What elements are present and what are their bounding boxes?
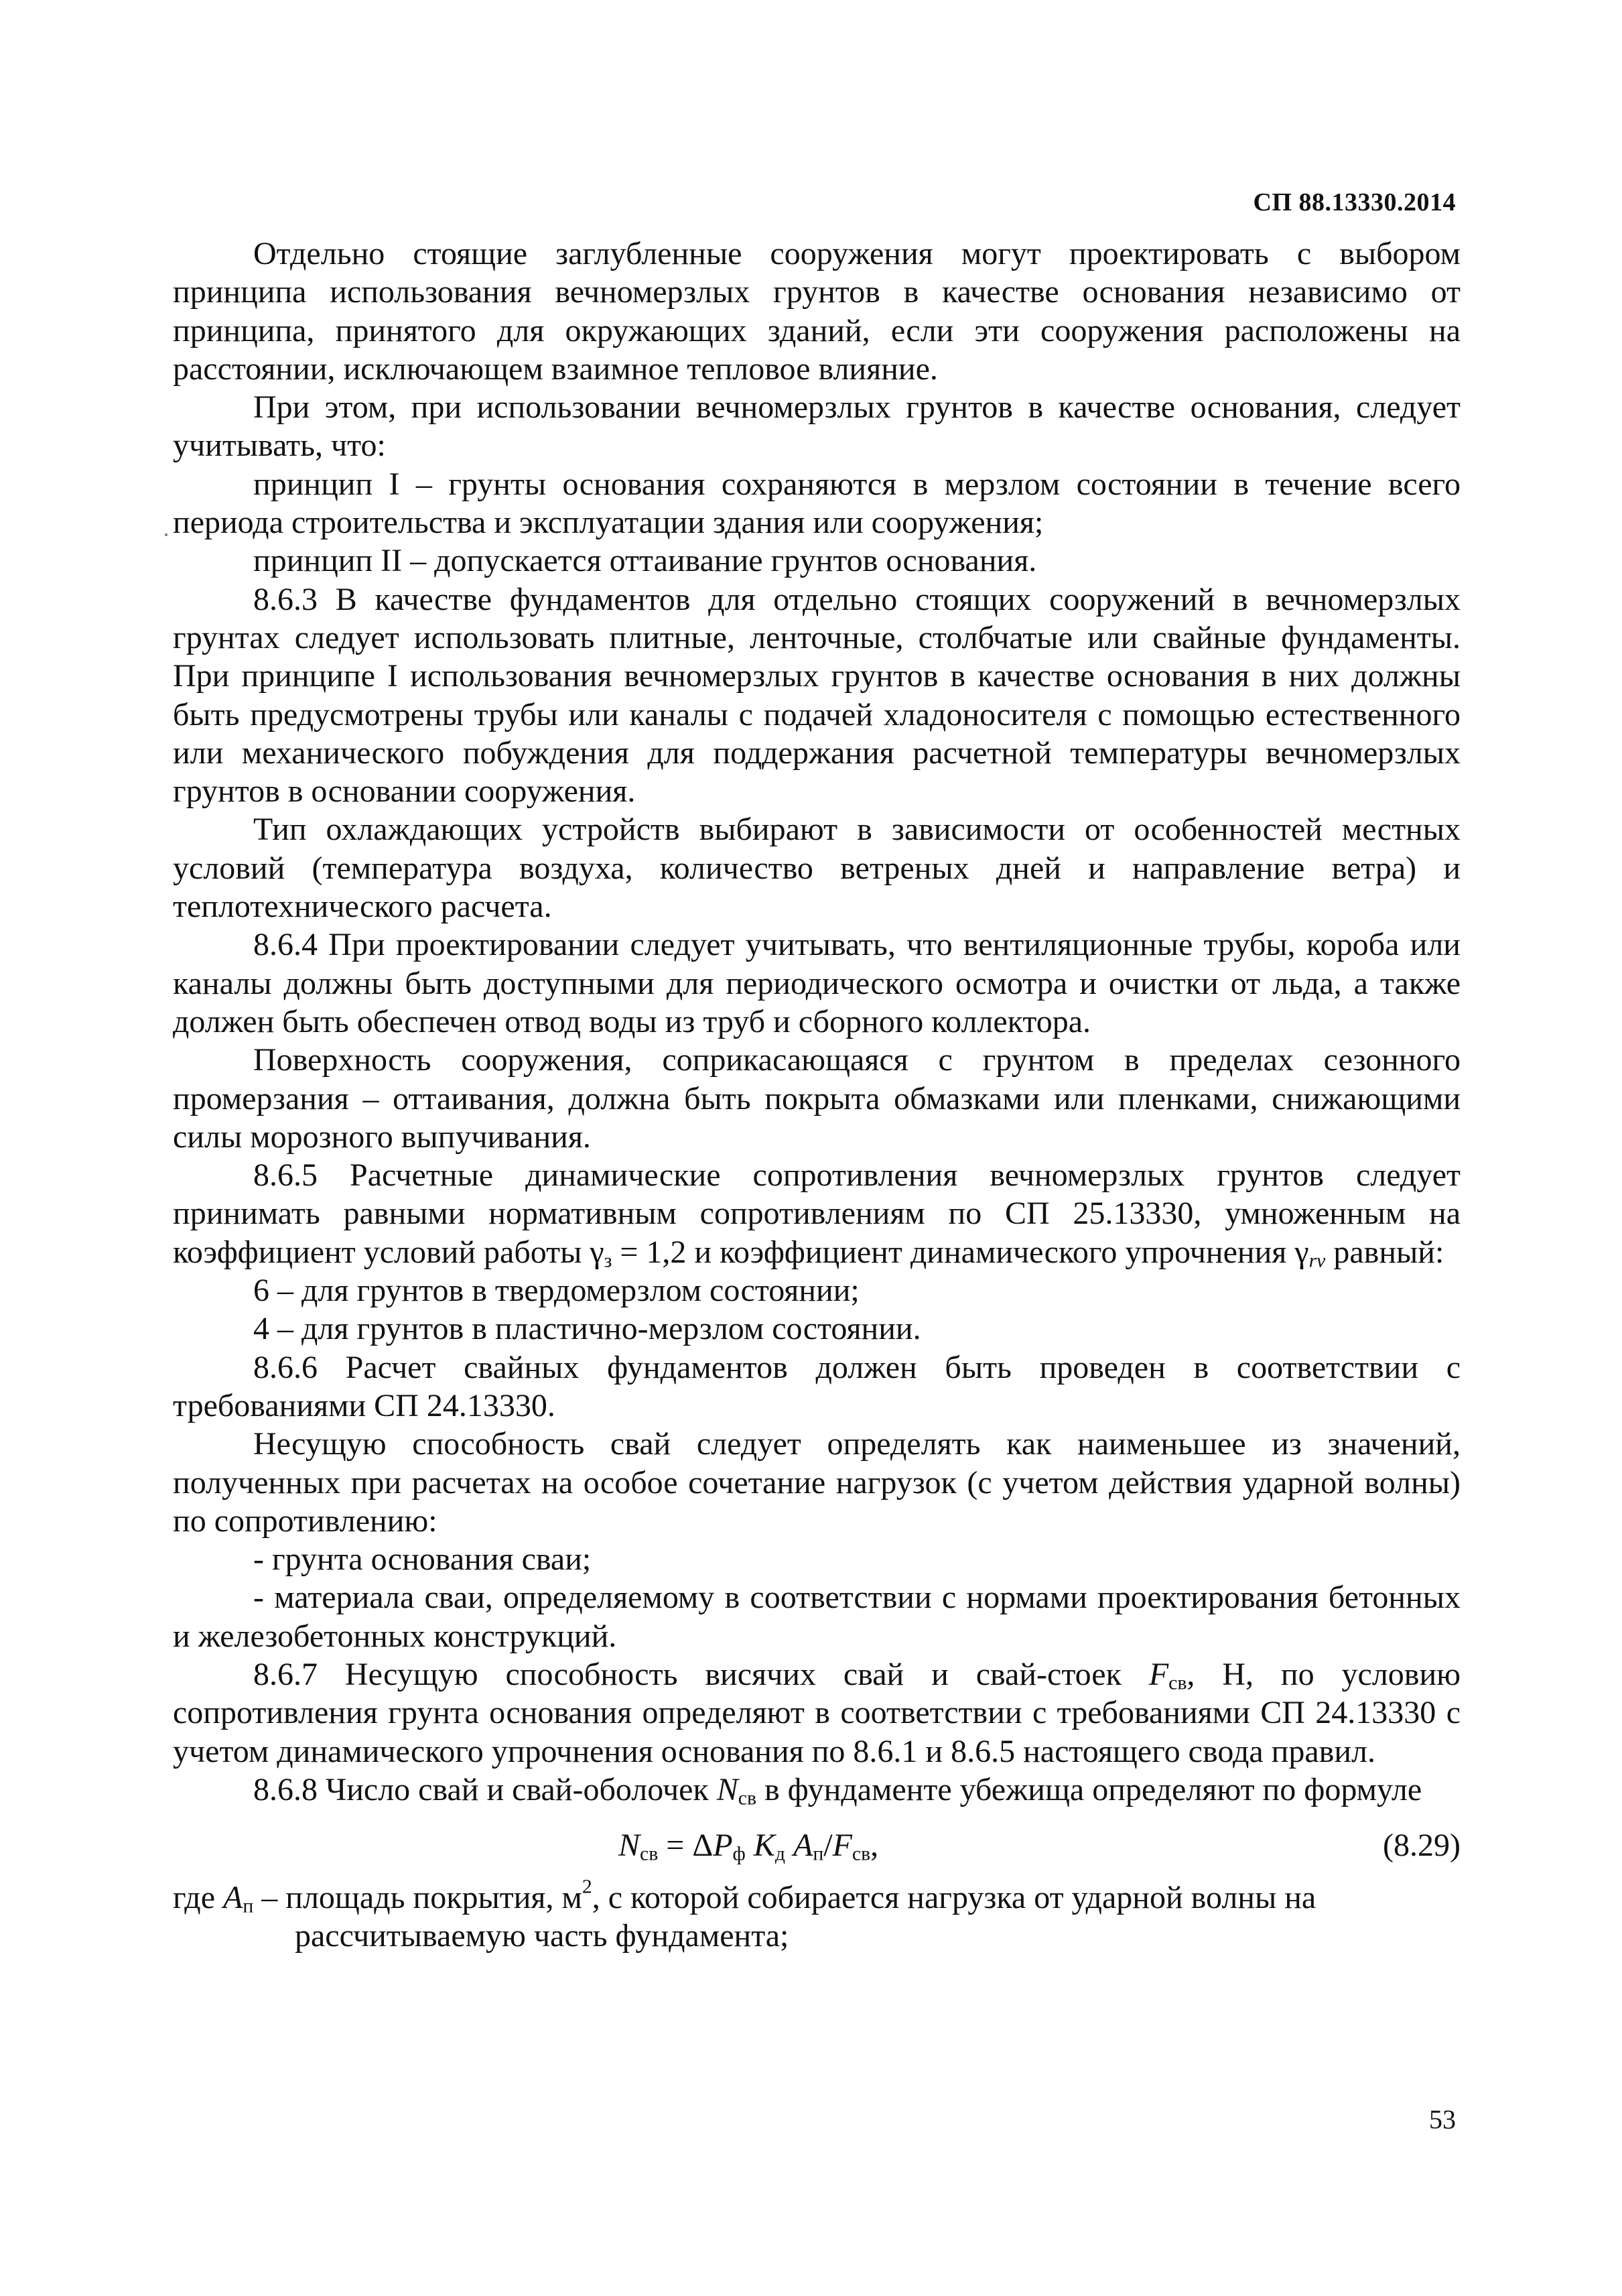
text-segment: , Н, по условию сопротивления грунта основания определяют в соответствии с требованиями СП 24.13330 с учетом динамического упрочнения основания по 8.6.1 и 8.6.5 настоящего свода правил. — [173, 1656, 1461, 1769]
text-segment: = 1,2 и коэффициент динамического упрочнения γ — [612, 1234, 1309, 1270]
document-code-header: СП 88.13330.2014 — [1253, 188, 1456, 216]
text-segment: – площадь покрытия, м — [253, 1880, 582, 1916]
formula-symbol: / — [823, 1828, 833, 1864]
variable: A — [223, 1880, 243, 1916]
formula-symbol: F — [832, 1828, 852, 1864]
paragraph: принцип II – допускается оттаивание грунтов основания. — [253, 543, 1037, 579]
formula-subscript: св — [640, 1842, 659, 1865]
text-segment: 8.6.5 Расчетные динамические сопротивления вечномерзлых грунтов следует принимать равными нормативным сопротивлениям по СП 25.13330, умноженным на коэффициент условий работы γ — [173, 1157, 1461, 1270]
paragraph: принцип I – грунты основания сохраняются в мерзлом состоянии в течение всего периода строительства и эксплуатации здания или сооружения; — [173, 466, 1461, 541]
paragraph: Отдельно стоящие заглубленные сооружения могут проектировать с выбором принципа использования вечномерзлых грунтов в качестве основания независимо от принципа, принятого для окружающих зданий, если эти сооружения расположены на расстоянии, исключающем взаимное тепловое влияние. — [173, 236, 1461, 387]
paragraph: Несущую способность свай следует определять как наименьшее из значений, полученных при расчетах на особое сочетание нагрузок (с учетом действия ударной волны) по сопротивлению: — [173, 1426, 1461, 1539]
formula-symbol: N — [618, 1828, 640, 1864]
variable: F — [1148, 1656, 1169, 1692]
formula-subscript: св — [852, 1842, 871, 1865]
subscript: з — [604, 1249, 612, 1272]
formula-symbol: , — [870, 1828, 879, 1864]
clause-8-6-3: 8.6.3 В качестве фундаментов для отдельно стоящих сооружений в вечномерзлых грунтах следует использовать плитные, ленточные, столбчатые или свайные фундаменты. При принципе I использования вечномерзлых грунтов в качестве основания в них должны быть предусмотрены трубы или каналы с подачей хладоносителя с помощью естественного или механического побуждения для поддержания расчетной температуры вечномерзлых грунтов в основании сооружения. — [173, 581, 1461, 810]
formula-symbol: = Δ — [658, 1828, 714, 1864]
superscript: 2 — [582, 1875, 592, 1898]
formula-explanation — [173, 1875, 1461, 1956]
text-segment: 8.6.8 Число свай и свай-оболочек — [253, 1771, 717, 1807]
formula-symbol: P — [713, 1828, 733, 1864]
scan-speck — [165, 533, 167, 536]
paragraph: Поверхность сооружения, соприкасающаяся с грунтом в пределах сезонного промерзания – оттаивания, должна быть покрыта обмазками или пленками, снижающими силы морозного выпучивания. — [173, 1042, 1461, 1155]
formula-subscript: д — [774, 1842, 785, 1865]
list-item: - грунта основания сваи; — [253, 1541, 592, 1578]
clause-8-6-4: 8.6.4 При проектировании следует учитывать, что вентиляционные трубы, короба или каналы должны быть доступными для периодического осмотра и очистки от льда, а также должен быть обеспечен отвод воды из труб и сборного коллектора. — [173, 927, 1461, 1039]
text-segment: в фундаменте убежища определяют по формуле — [756, 1771, 1422, 1807]
formula-subscript: ф — [732, 1842, 746, 1865]
formula-subscript: п — [813, 1842, 824, 1865]
variable: N — [716, 1771, 738, 1807]
clause-8-6-7 — [173, 1655, 1461, 1771]
list-item: 4 – для грунтов в пластично-мерзлом состоянии. — [253, 1311, 921, 1347]
formula-symbol: A — [785, 1828, 813, 1864]
formula-row — [173, 1821, 1461, 1874]
text-segment: рассчитываемую часть фундамента; — [295, 1918, 789, 1954]
paragraph: При этом, при использовании вечномерзлых грунтов в качестве основания, следует учитывать, что: — [173, 389, 1461, 464]
formula-8-29 — [618, 1826, 878, 1864]
text-segment: равный: — [1325, 1234, 1444, 1270]
formula-symbol: K — [745, 1828, 775, 1864]
text-segment: , с которой собирается нагрузка от ударной волны на — [592, 1880, 1316, 1916]
subscript: св — [738, 1787, 757, 1809]
subscript: п — [243, 1895, 254, 1917]
text-segment: 8.6.7 Несущую способность висячих свай и свай-стоек — [253, 1656, 1149, 1692]
formula-number: (8.29) — [1383, 1828, 1461, 1864]
clause-8-6-8 — [173, 1771, 1461, 1809]
subscript: св — [1168, 1671, 1187, 1694]
page-body — [173, 235, 1461, 1956]
list-item: - материала сваи, определяемому в соответствии с нормами проектирования бетонных и железобетонных конструкций. — [173, 1580, 1461, 1654]
subscript: rv — [1308, 1249, 1326, 1272]
list-item: 6 – для грунтов в твердомерзлом состоянии; — [253, 1273, 860, 1309]
clause-8-6-5 — [173, 1156, 1461, 1271]
clause-8-6-6: 8.6.6 Расчет свайных фундаментов должен быть проведен в соответствии с требованиями СП 24.13330. — [173, 1349, 1461, 1423]
paragraph: Тип охлаждающих устройств выбирают в зависимости от особенностей местных условий (температура воздуха, количество ветреных дней и направление ветра) и теплотехнического расчета. — [173, 812, 1461, 925]
page-number: 53 — [1429, 2104, 1456, 2134]
text-segment: где — [173, 1880, 224, 1916]
